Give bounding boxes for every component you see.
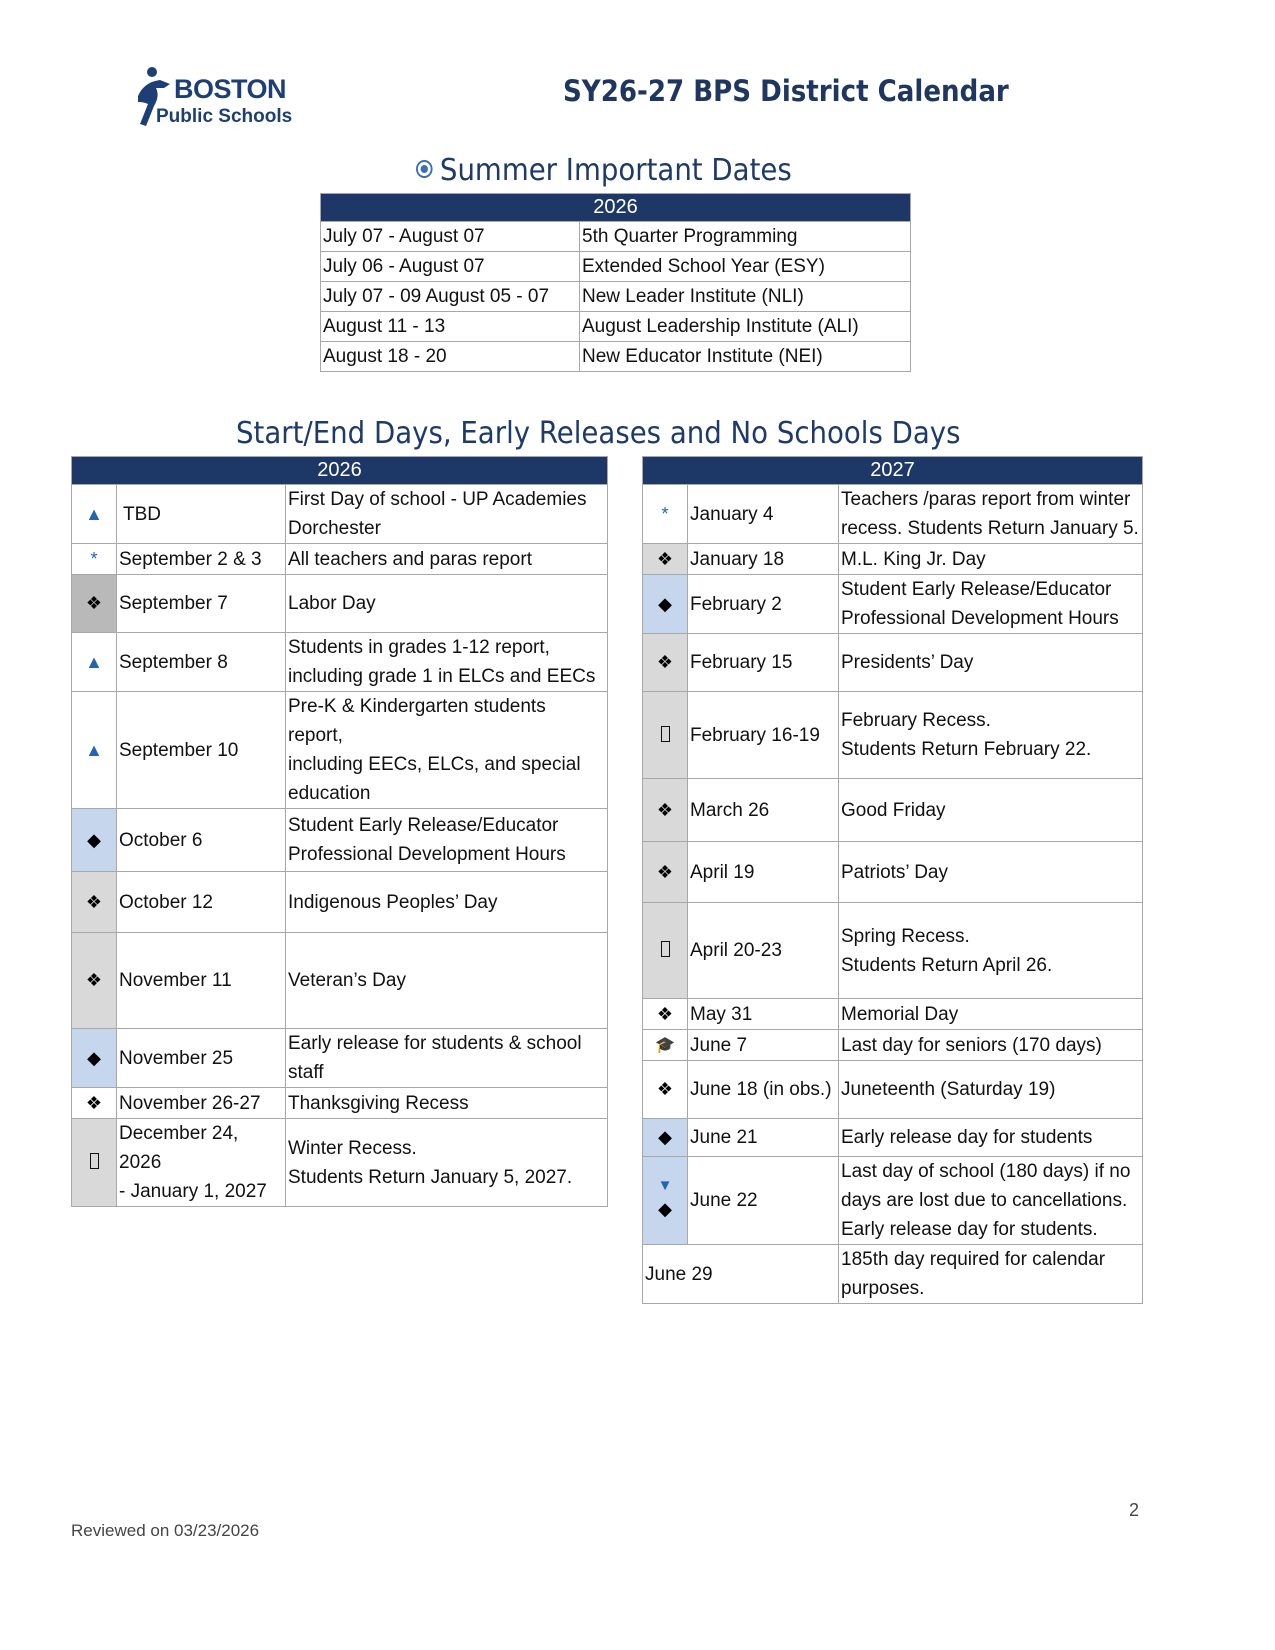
event-date: November 25: [117, 1029, 286, 1088]
icon-cell: [643, 842, 688, 903]
event-desc: [286, 809, 608, 872]
table-row: [643, 1119, 1143, 1157]
table-row: [643, 779, 1143, 842]
event-date: November 11: [117, 933, 286, 1029]
diamond-pattern-icon: ❖: [656, 1079, 674, 1099]
table-row: [72, 633, 608, 692]
table-row: [72, 933, 608, 1029]
table-row: [72, 1119, 608, 1207]
summer-date: August 18 - 20: [321, 342, 580, 372]
event-desc: Early release for students & school staff: [286, 1029, 608, 1088]
event-date: June 22: [688, 1157, 839, 1245]
table-row: [72, 1088, 608, 1119]
box-icon: [90, 1153, 99, 1169]
diamond-pattern-icon: ❖: [85, 970, 103, 990]
event-date: January 4: [688, 485, 839, 544]
event-desc: Veteran’s Day: [286, 933, 608, 1029]
desc-line: including EECs, ELCs, and special: [288, 754, 581, 775]
desc-line: Student Early Release/Educator: [288, 815, 559, 836]
target-bullet-icon: [416, 160, 433, 178]
icon-cell: [72, 633, 117, 692]
icon-cell: [643, 779, 688, 842]
event-desc: [839, 903, 1143, 999]
event-date: September 10: [117, 692, 286, 809]
event-desc: [286, 633, 608, 692]
table-row: [643, 692, 1143, 779]
table-row: [72, 692, 608, 809]
summer-event: 5th Quarter Programming: [580, 222, 911, 252]
desc-line: days are lost due to cancellations.: [841, 1190, 1128, 1211]
triangle-up-icon: ▲: [85, 739, 103, 760]
icon-cell: [643, 1157, 688, 1245]
icon-cell: [643, 485, 688, 544]
desc-line: recess. Students Return January 5.: [841, 518, 1139, 539]
event-date: November 26-27: [117, 1088, 286, 1119]
desc-line: Professional Development Hours: [288, 844, 566, 865]
diamond-icon: ◆: [87, 829, 101, 850]
table-row: [643, 999, 1143, 1030]
desc-line: Students Return January 5, 2027.: [288, 1166, 573, 1188]
diamond-icon: ◆: [87, 1047, 101, 1068]
icon-cell: [72, 872, 117, 933]
table-row: [72, 872, 608, 933]
table-row: [643, 1245, 1143, 1304]
event-date: January 18: [688, 544, 839, 575]
diamond-icon: ◆: [658, 1199, 672, 1219]
table-row: [321, 252, 911, 282]
event-desc: Early release day for students: [839, 1119, 1143, 1157]
icon-cell: [643, 1030, 688, 1061]
event-date: June 18 (in obs.): [688, 1061, 839, 1119]
icon-cell: [643, 544, 688, 575]
triangle-up-icon: ▲: [85, 651, 103, 672]
desc-line: Spring Recess.: [841, 925, 970, 947]
diamond-pattern-icon: ❖: [656, 652, 674, 672]
desc-line: Students Return April 26.: [841, 954, 1053, 976]
event-desc: Thanksgiving Recess: [286, 1088, 608, 1119]
event-desc: [839, 485, 1143, 544]
summer-date: July 07 - August 07: [321, 222, 580, 252]
desc-line: Early release day for students.: [841, 1219, 1098, 1240]
desc-line: education: [288, 783, 371, 804]
logo-public-schools: Public Schools: [156, 106, 293, 127]
icon-cell: [72, 1029, 117, 1088]
event-date: March 26: [688, 779, 839, 842]
desc-line: Students in grades 1-12 report,: [288, 637, 550, 658]
desc-line: 185th day required for calendar: [841, 1249, 1106, 1270]
table-row: [643, 1061, 1143, 1119]
triangle-up-icon: ▲: [85, 503, 103, 524]
desc-line: Dorchester: [288, 518, 381, 539]
summer-date: July 07 - 09 August 05 - 07: [321, 282, 580, 312]
event-desc: M.L. King Jr. Day: [839, 544, 1143, 575]
icon-cell: [643, 575, 688, 634]
icon-cell: [643, 999, 688, 1030]
icon-cell: [643, 692, 688, 779]
event-date: June 21: [688, 1119, 839, 1157]
table-row: [72, 575, 608, 633]
event-desc: Good Friday: [839, 779, 1143, 842]
event-date: September 8: [117, 633, 286, 692]
summer-table: [320, 193, 911, 372]
reviewed-date: Reviewed on 03/23/2026: [71, 1521, 260, 1540]
icon-cell: [72, 1088, 117, 1119]
table-row: [643, 1030, 1143, 1061]
icon-cell: [72, 692, 117, 809]
asterisk-icon: *: [90, 548, 98, 569]
icon-cell: [643, 634, 688, 692]
event-desc: [839, 1157, 1143, 1245]
graduation-cap-icon: 🎓: [655, 1037, 675, 1054]
table-row: [72, 485, 608, 544]
event-date: October 12: [117, 872, 286, 933]
event-date: April 20-23: [688, 903, 839, 999]
date-line: - January 1, 2027: [119, 1181, 267, 1202]
desc-line: Students Return February 22.: [841, 739, 1092, 760]
event-desc: Presidents’ Day: [839, 634, 1143, 692]
icon-cell: [72, 933, 117, 1029]
table-row: [321, 282, 911, 312]
first-day-icon-cell: [72, 485, 117, 544]
desc-line: Professional Development Hours: [841, 608, 1119, 629]
box-icon: [661, 941, 670, 957]
event-date: April 19: [688, 842, 839, 903]
event-desc: [286, 692, 608, 809]
icon-cell: [72, 575, 117, 633]
desc-line: Pre-K & Kindergarten students report,: [288, 696, 546, 746]
summer-date: August 11 - 13: [321, 312, 580, 342]
event-desc: Labor Day: [286, 575, 608, 633]
table-row: [321, 342, 911, 372]
days-heading: Start/End Days, Early Releases and No Schools Days: [236, 416, 961, 451]
table-row: [643, 485, 1143, 544]
icon-cell: [643, 1061, 688, 1119]
page-number: 2: [1129, 1500, 1140, 1520]
table-row: [321, 222, 911, 252]
event-desc: Memorial Day: [839, 999, 1143, 1030]
summer-date: July 06 - August 07: [321, 252, 580, 282]
event-desc: Last day for seniors (170 days): [839, 1030, 1143, 1061]
icon-cell: [72, 1119, 117, 1207]
table-row: [643, 903, 1143, 999]
desc-line: February Recess.: [841, 710, 991, 731]
page-title: SY26-27 BPS District Calendar: [563, 74, 1009, 108]
event-date: [117, 1119, 286, 1207]
bps-logo: [130, 66, 300, 136]
event-desc: Juneteenth (Saturday 19): [839, 1061, 1143, 1119]
table-row: [643, 634, 1143, 692]
event-desc: Patriots’ Day: [839, 842, 1143, 903]
table-row: [321, 312, 911, 342]
diamond-pattern-icon: ❖: [85, 1092, 103, 1113]
event-date: February 16-19: [688, 692, 839, 779]
desc-line: purposes.: [841, 1278, 925, 1299]
summer-heading: [416, 153, 792, 188]
diamond-pattern-icon: ❖: [85, 891, 103, 912]
box-icon: [661, 726, 670, 742]
event-desc: [839, 692, 1143, 779]
diamond-pattern-icon: ❖: [656, 1003, 674, 1024]
diamond-pattern-icon: ❖: [656, 799, 674, 820]
summer-heading-text: Summer Important Dates: [439, 153, 792, 188]
table-row: [72, 1029, 608, 1088]
icon-cell: [72, 809, 117, 872]
calendar-2026-table: [71, 456, 608, 1207]
event-desc: [286, 485, 608, 544]
desc-line: First Day of school - UP Academies: [288, 489, 587, 510]
diamond-pattern-icon: ❖: [656, 548, 674, 569]
desc-line: Teachers /paras report from winter: [841, 489, 1131, 510]
event-desc: [839, 1245, 1143, 1304]
desc-line: Last day of school (180 days) if no: [841, 1161, 1131, 1182]
year-2026-header: 2026: [72, 457, 608, 485]
summer-event: Extended School Year (ESY): [580, 252, 911, 282]
event-date: February 15: [688, 634, 839, 692]
summer-event: New Educator Institute (NEI): [580, 342, 911, 372]
event-date: February 2: [688, 575, 839, 634]
summer-event: New Leader Institute (NLI): [580, 282, 911, 312]
table-row: [643, 544, 1143, 575]
event-date: October 6: [117, 809, 286, 872]
event-date: June 29: [643, 1245, 839, 1304]
event-desc: All teachers and paras report: [286, 544, 608, 575]
table-row: [643, 842, 1143, 903]
table-row: [643, 1157, 1143, 1245]
event-date: September 7: [117, 575, 286, 633]
desc-line: including grade 1 in ELCs and EECs: [288, 666, 596, 687]
event-desc: Indigenous Peoples’ Day: [286, 872, 608, 933]
table-row: [72, 809, 608, 872]
event-desc: [839, 575, 1143, 634]
triangle-down-icon: ▼: [657, 1177, 673, 1194]
diamond-pattern-icon: ❖: [85, 593, 103, 613]
event-desc: [286, 1119, 608, 1207]
desc-line: Winter Recess.: [288, 1137, 417, 1159]
diamond-icon: ◆: [658, 1127, 672, 1147]
icon-cell: [72, 544, 117, 575]
event-date: TBD: [117, 485, 286, 544]
icon-cell: [643, 903, 688, 999]
event-date: June 7: [688, 1030, 839, 1061]
diamond-pattern-icon: ❖: [656, 861, 674, 882]
asterisk-icon: *: [661, 503, 669, 524]
year-2027-header: 2027: [643, 457, 1143, 485]
date-line: December 24, 2026: [119, 1123, 239, 1173]
table-row: [72, 544, 608, 575]
diamond-icon: ◆: [658, 593, 672, 614]
summer-year-header: 2026: [321, 194, 911, 222]
event-date: September 2 & 3: [117, 544, 286, 575]
table-row: [643, 575, 1143, 634]
logo-boston: BOSTON: [174, 74, 287, 104]
icon-cell: [643, 1119, 688, 1157]
event-date: May 31: [688, 999, 839, 1030]
calendar-2027-table: [642, 456, 1143, 1304]
summer-event: August Leadership Institute (ALI): [580, 312, 911, 342]
desc-line: Student Early Release/Educator: [841, 579, 1112, 600]
